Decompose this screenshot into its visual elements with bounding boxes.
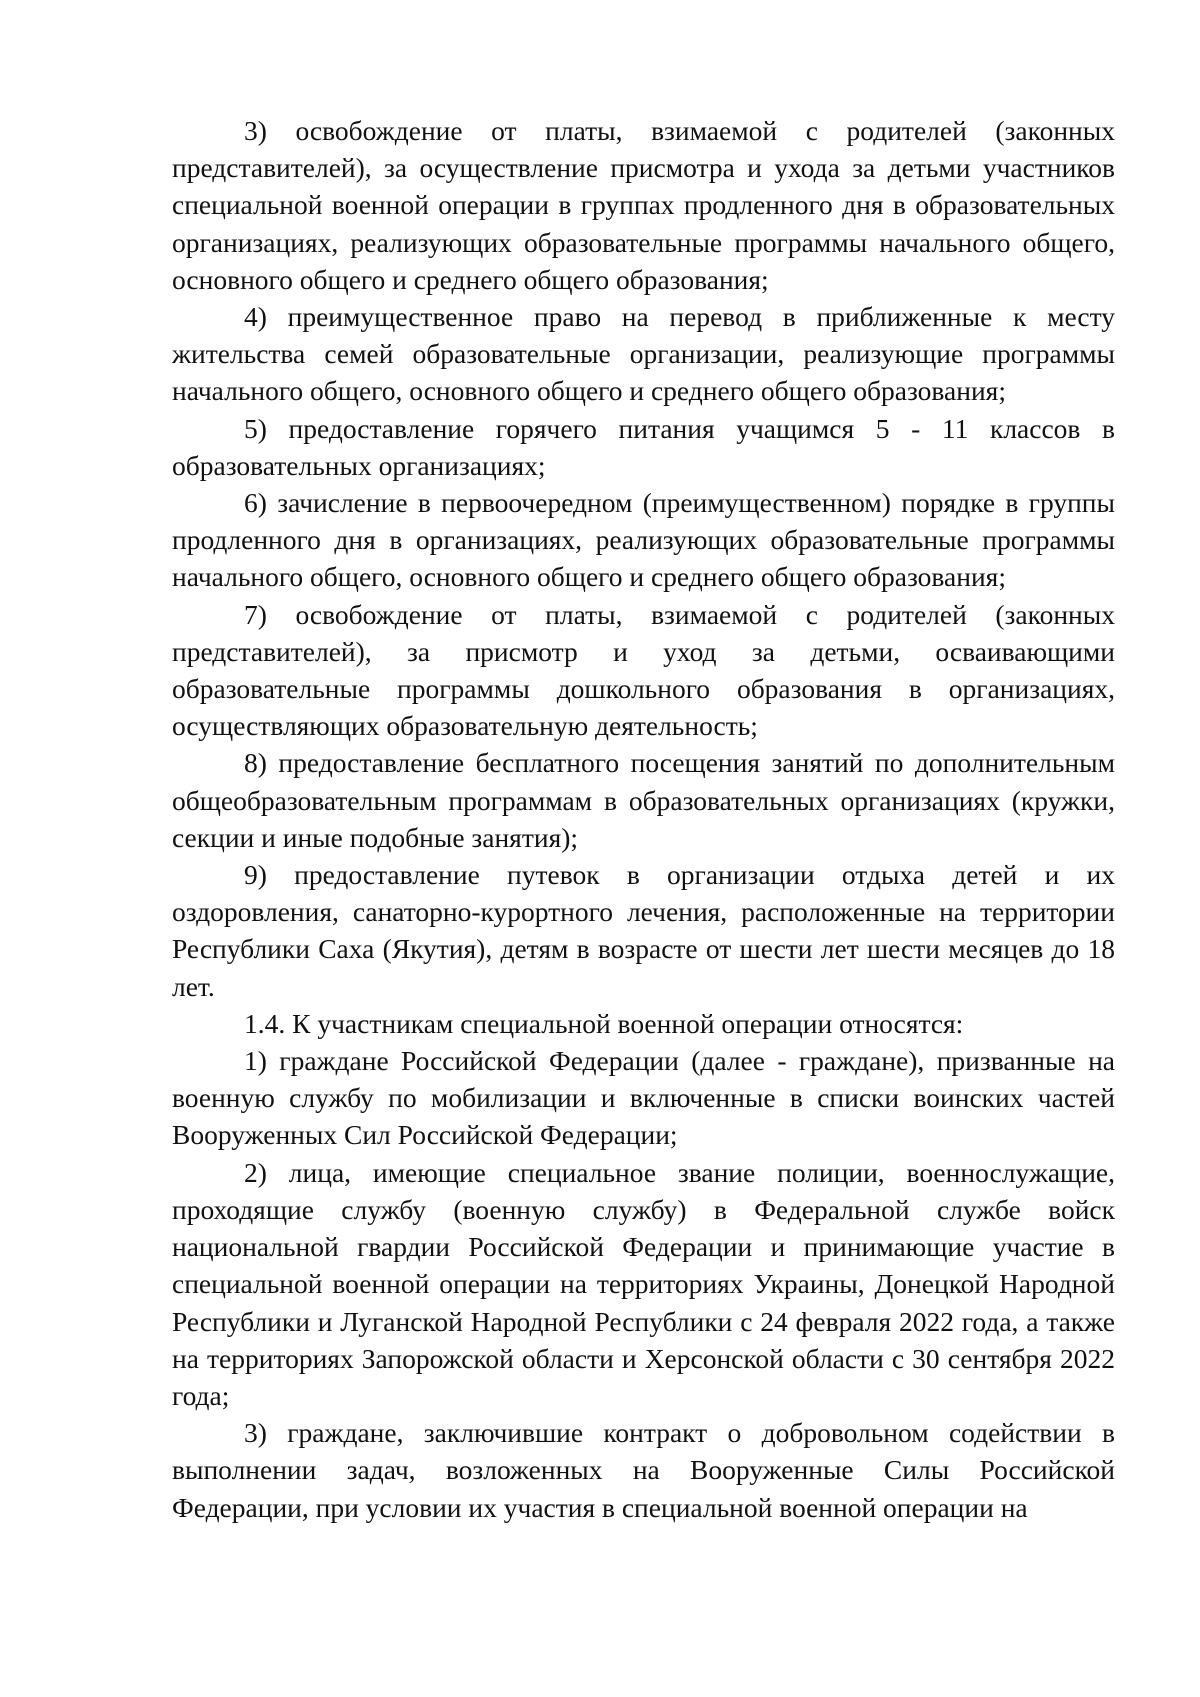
section-heading-1-4: 1.4. К участникам специальной военной операции относятся: [244, 1007, 964, 1039]
paragraph-item-9: 9) предоставление путевок в организации отдыха детей и их оздоровления, санаторно-курортного лечения, расположенные на территории Республики Саха (Якутия), детям в возрасте от шести лет шести месяцев до 18 лет. [172, 859, 1115, 1002]
participant-item-2: 2) лица, имеющие специальное звание полиции, военнослужащие, проходящие службу (военную службу) в Федеральной службе войск национальной гвардии Российской Федерации и принимающие участие в специальной военной операции на территориях Украины, Донецкой Народной Республики и Луганской Народной Республики с 24 февраля 2022 года, а также на территориях Запорожской области и Херсонской области с 30 сентября 2022 года; [172, 1156, 1115, 1411]
document-body [172, 112, 1115, 1526]
paragraph-item-8: 8) предоставление бесплатного посещения занятий по дополнительным общеобразовательным программам в образовательных организациях (кружки, секции и иные подобные занятия); [172, 747, 1115, 853]
paragraph-item-7: 7) освобождение от платы, взимаемой с родителей (законных представителей), за присмотр и уход за детьми, осваивающими образовательные программы дошкольного образования в организациях, осуществляющих образовательную деятельность; [172, 598, 1115, 742]
participant-item-1: 1) граждане Российской Федерации (далее - граждане), призванные на военную службу по мобилизации и включенные в списки воинских частей Вооруженных Сил Российской Федерации; [172, 1045, 1115, 1151]
paragraph-item-4: 4) преимущественное право на перевод в приближенные к месту жительства семей образовательные организации, реализующие программы начального общего, основного общего и среднего общего образования; [172, 301, 1115, 407]
participant-item-3: 3) граждане, заключившие контракт о добровольном содействии в выполнении задач, возложенных на Вооруженные Силы Российской Федерации, при условии их участия в специальной военной операции на [172, 1417, 1115, 1523]
paragraph-item-6: 6) зачисление в первоочередном (преимущественном) порядке в группы продленного дня в организациях, реализующих образовательные программы начального общего, основного общего и среднего общего образования; [172, 487, 1115, 593]
paragraph-item-3: 3) освобождение от платы, взимаемой с родителей (законных представителей), за осуществление присмотра и ухода за детьми участников специальной военной операции в группах продленного дня в образовательных организациях, реализующих образовательные программы начального общего, основного общего и среднего общего образования; [172, 115, 1115, 295]
paragraph-item-5: 5) предоставление горячего питания учащимся 5 - 11 классов в образовательных организациях; [172, 412, 1115, 481]
